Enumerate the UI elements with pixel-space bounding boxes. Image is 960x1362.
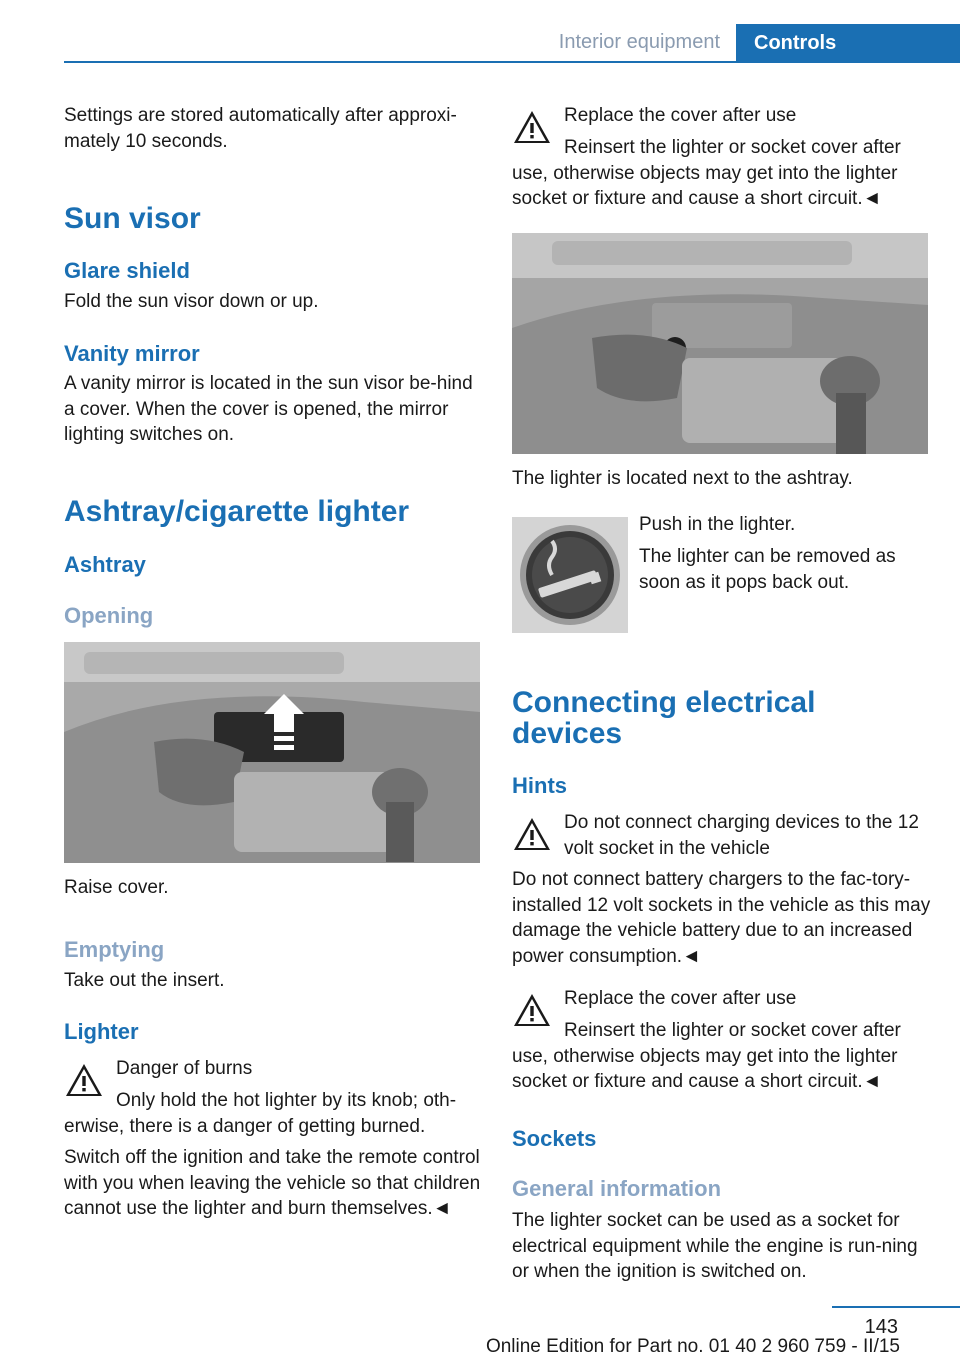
cover-warning-text: Reinsert the lighter or socket cover after use, otherwise objects may get into the lighter socket or fixture and cause a short circuit.◄ [512, 137, 901, 209]
switch-off-text: Switch off the ignition and take the remote control with you when leaving the vehicle so that children cannot use the lighter and burn themselves.◄ [64, 1147, 481, 1219]
heading-sun-visor: Sun visor [64, 202, 201, 235]
header-tab-controls[interactable]: Controls [736, 24, 960, 63]
heading-emptying: Emptying [64, 937, 165, 962]
general-information-text: The lighter socket can be used as a socket for electrical equipment while the engine is run-ning or when the ignition is switched on. [512, 1210, 918, 1282]
heading-ashtray-lighter: Ashtray/cigarette lighter [64, 495, 410, 528]
cover-warning-title-2: Replace the cover after use [564, 988, 797, 1009]
heading-ashtray: Ashtray [64, 552, 146, 577]
header-section: Interior equipment [558, 31, 720, 53]
ashtray-opening-photo [64, 642, 480, 863]
vanity-mirror-text: A vanity mirror is located in the sun visor be-hind a cover. When the cover is opened, the mirror lighting switches on. [64, 373, 473, 445]
burn-warning-title: Danger of burns [116, 1058, 253, 1079]
heading-general-information: General information [512, 1176, 722, 1201]
heading-connecting-devices: Connecting electrical devices [512, 686, 816, 750]
raise-cover-text: Raise cover. [64, 877, 169, 898]
heading-lighter: Lighter [64, 1019, 139, 1044]
header-rule [64, 61, 960, 63]
heading-glare-shield: Glare shield [64, 258, 190, 283]
push-in-text: Push in the lighter. [639, 514, 796, 535]
heading-hints: Hints [512, 773, 567, 798]
take-out-text: Take out the insert. [64, 970, 225, 991]
cover-warning-title: Replace the cover after use [564, 105, 797, 126]
heading-sockets: Sockets [512, 1126, 597, 1151]
burn-warning-text: Only hold the hot lighter by its knob; oth-erwise, there is a danger of getting burned. [64, 1090, 457, 1137]
warning-triangle-icon [512, 816, 552, 852]
lighter-location-text: The lighter is located next to the ashtray. [512, 468, 853, 489]
charging-warning-title: Do not connect charging devices to the 12 volt socket in the vehicle [564, 812, 919, 859]
page-number: 143 [864, 1316, 898, 1338]
cigarette-lighter-icon [512, 517, 628, 633]
heading-vanity-mirror: Vanity mirror [64, 341, 200, 366]
glare-shield-text: Fold the sun visor down or up. [64, 291, 319, 312]
lighter-location-photo [512, 233, 928, 454]
intro-text: Settings are stored automatically after approxi-mately 10 seconds. [64, 105, 457, 152]
charging-warning-text: Do not connect battery chargers to the fac-tory-installed 12 volt sockets in the vehicle as this may damage the vehicle battery due to an increased power consumption.◄ [512, 869, 931, 967]
removed-text: The lighter can be removed as soon as it pops back out. [639, 546, 896, 593]
edition-text: Online Edition for Part no. 01 40 2 960 759 - II/15 [485, 1336, 900, 1357]
cover-warning-text-2: Reinsert the lighter or socket cover after use, otherwise objects may get into the lighter socket or fixture and cause a short circuit.◄ [512, 1020, 901, 1092]
heading-opening: Opening [64, 603, 154, 628]
footer-rule [832, 1306, 960, 1308]
